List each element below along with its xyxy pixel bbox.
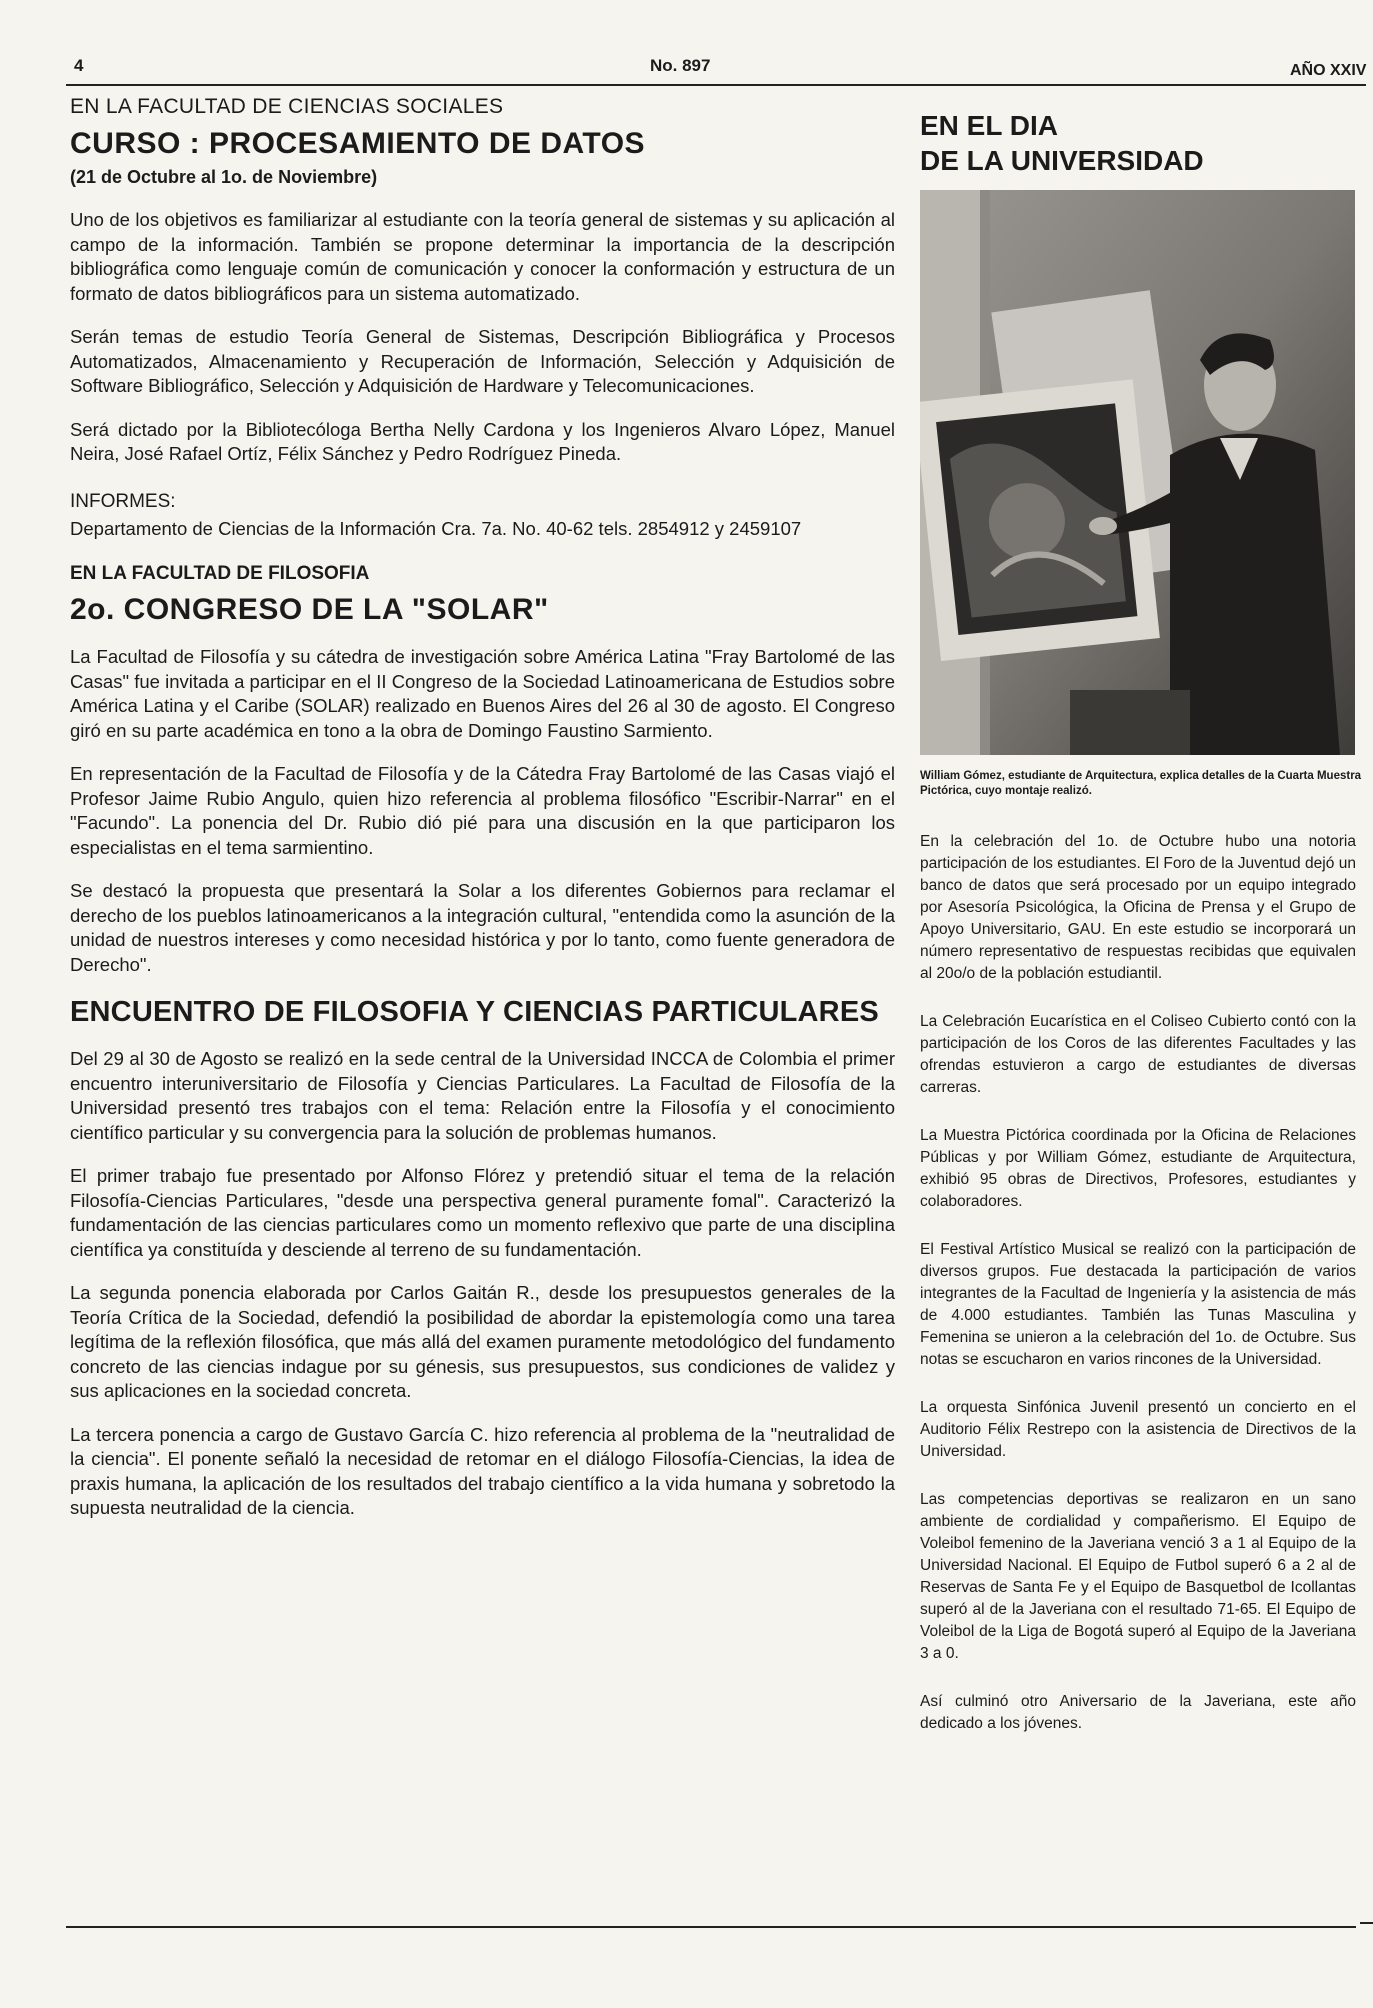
article-title: ENCUENTRO DE FILOSOFIA Y CIENCIAS PARTICULARES [70, 996, 879, 1028]
section-kicker: EN LA FACULTAD DE FILOSOFIA [70, 563, 370, 584]
paragraph: En representación de la Facultad de Filosofía y de la Cátedra Fray Bartolomé de las Casas viajó el Profesor Jaime Rubio Angulo, quien hizo referencia al problema filosófico "Escribir-Narrar" en el "Facundo". La ponencia del Dr. Rubio dió pié para una discusión en la que participaron los especialistas en el tema sarmientino. [70, 763, 895, 858]
footer-rule-edge [1360, 1922, 1373, 1924]
sidebar-title [920, 108, 1370, 178]
article-title: CURSO : PROCESAMIENTO DE DATOS [70, 127, 646, 160]
section-kicker: EN LA FACULTAD DE CIENCIAS SOCIALES [70, 95, 504, 118]
paragraph: Del 29 al 30 de Agosto se realizó en la sede central de la Universidad INCCA de Colombia el primer encuentro interuniversitario de Filosofía y Ciencias Particulares. La Facultad de Filosofía de la Universidad presentó tres trabajos con el tema: Relación entre la Filosofía y el conocimiento científico particular y su convergencia para la solución de problemas humanos. [70, 1048, 895, 1143]
informes-label: INFORMES: [70, 490, 176, 512]
article-encuentro [70, 996, 895, 1521]
paragraph: Las competencias deportivas se realizaron en un sano ambiente de cordialidad y compañerismo. El Equipo de Voleibol femenino de la Javeriana venció 3 a 1 al Equipo de la Universidad Nacional. El Equipo de Futbol superó 6 a 2 al de Reservas de Santa Fe y el Equipo de Basquetbol de Icollantas superó al de la Javeriana con el resultado 71-65. El Equipo de Voleibol de la Liga de Bogotá superó al Equipo de la Javeriana 3 a 0. [920, 1491, 1356, 1662]
paragraph: La orquesta Sinfónica Juvenil presentó un concierto en el Auditorio Félix Restrepo con la asistencia de Directivos de la Universidad. [920, 1399, 1356, 1460]
left-column [70, 95, 895, 1540]
paragraph: La Muestra Pictórica coordinada por la Oficina de Relaciones Públicas y por William Gómez, estudiante de Arquitectura, exhibió 95 obras de Directivos, Profesores, estudiantes y colaboradores. [920, 1127, 1356, 1210]
paragraph: Se destacó la propuesta que presentará la Solar a los diferentes Gobiernos para reclamar el derecho de los pueblos latinoamericanos a la integración cultural, "entendida como la asunción de la unidad de nuestros intereses y como necesidad histórica y por lo tanto, como fuente generadora de Derecho". [70, 880, 895, 975]
issue-number: No. 897 [650, 56, 711, 75]
paragraph: La tercera ponencia a cargo de Gustavo García C. hizo referencia al problema de la "neutralidad de la ciencia". El ponente señaló la necesidad de retomar en el diálogo Filosofía-Ciencias, la idea de praxis humana, la aplicación de los resultados del trabajo científico a la vida humana y sobretodo la supuesta neutralidad de la ciencia. [70, 1423, 895, 1518]
paragraph: El Festival Artístico Musical se realizó con la participación de diversos grupos. Fue destacada la participación de varios integrantes de la Facultad de Ingeniería y la asistencia de más de 4.000 estudiantes. También las Tunas Masculina y Femenina se unieron a la celebración del 1o. de Octubre. Sus notas se escucharon en varios rincones de la Universidad. [920, 1241, 1356, 1368]
right-column [920, 108, 1370, 1761]
page-number: 4 [74, 56, 84, 75]
article-solar [70, 563, 895, 977]
article-title: 2o. CONGRESO DE LA "SOLAR" [70, 593, 549, 626]
photo-caption: William Gómez, estudiante de Arquitectura, explica detalles de la Cuarta Muestra Pictórica, cuyo montaje realizó. [920, 770, 1362, 797]
event-photo [920, 190, 1355, 755]
sidebar-title-line: DE LA UNIVERSIDAD [920, 145, 1204, 176]
photo-illustration [920, 190, 1355, 755]
footer-rule [66, 1926, 1356, 1928]
paragraph: La segunda ponencia elaborada por Carlos Gaitán R., desde los presupuestos generales de la Teoría Crítica de la Sociedad, defendió la posibilidad de abordar la epistemología como una tarea legítima de la reflexión filosófica, que más allá del examen puramente metodológico del fundamento concreto de las ciencias indague por su génesis, sus presupuestos, sus condiciones de validez y sus aplicaciones en la sociedad concreta. [70, 1282, 895, 1401]
paragraph: La Facultad de Filosofía y su cátedra de investigación sobre América Latina "Fray Bartolomé de las Casas" fue invitada a participar en el II Congreso de la Sociedad Latinoamericana de Estudios sobre América Latina y el Caribe (SOLAR) realizado en Buenos Aires del 26 al 30 de agosto. El Congreso giró en su parte académica en tono a la obra de Domingo Faustino Sarmiento. [70, 646, 895, 741]
sidebar-title-line: EN EL DIA [920, 110, 1058, 141]
volume-label: AÑO XXIV [1290, 62, 1367, 79]
paragraph: Así culminó otro Aniversario de la Javeriana, este año dedicado a los jóvenes. [920, 1693, 1356, 1732]
paragraph: La Celebración Eucarística en el Coliseo Cubierto contó con la participación de los Coros de las diferentes Facultades y las ofrendas estuvieron a cargo de estudiantes de diversas carreras. [920, 1013, 1356, 1096]
informes-text: Departamento de Ciencias de la Información Cra. 7a. No. 40-62 tels. 2854912 y 2459107 [70, 517, 802, 539]
paragraph: Serán temas de estudio Teoría General de Sistemas, Descripción Bibliográfica y Procesos Automatizados, Almacenamiento y Recuperación de Información, Selección y Adquisición de Software Bibliográfico, Selección y Adquisición de Hardware y Telecomunicaciones. [70, 326, 895, 396]
paragraph: El primer trabajo fue presentado por Alfonso Flórez y pretendió situar el tema de la relación Filosofía-Ciencias Particulares, "desde una perspectiva general puramente fomal". Caracterizó la fundamentación de las ciencias particulares como un momento reflexivo que parte de una disciplina científica ya constituída y desciende al terreno de su fundamentación. [70, 1165, 895, 1260]
article-dates: (21 de Octubre al 1o. de Noviembre) [70, 167, 378, 187]
paragraph: Será dictado por la Bibliotecóloga Bertha Nelly Cardona y los Ingenieros Alvaro López, Manuel Neira, José Rafael Ortíz, Félix Sánchez y Pedro Rodríguez Pineda. [70, 418, 895, 464]
paragraph: Uno de los objetivos es familiarizar al estudiante con la teoría general de sistemas y su aplicación al campo de la información. También se propone determinar la importancia de la descripción bibliográfica como lenguaje común de comunicación y conocer la conformación y estructura de un formato de datos bibliográficos para un sistema automatizado. [70, 209, 895, 304]
article-curso [70, 95, 895, 541]
paragraph: En la celebración del 1o. de Octubre hubo una notoria participación de los estudiantes. El Foro de la Juventud dejó un banco de datos que será procesado por un equipo integrado por Asesoría Psicológica, la Oficina de Prensa y el Grupo de Apoyo Universitario, GAU. En este estudio se incorporará un número representativo de respuestas recibidas que equivalen al 20o/o de la población estudiantil. [920, 833, 1356, 982]
header-rule [66, 84, 1366, 86]
